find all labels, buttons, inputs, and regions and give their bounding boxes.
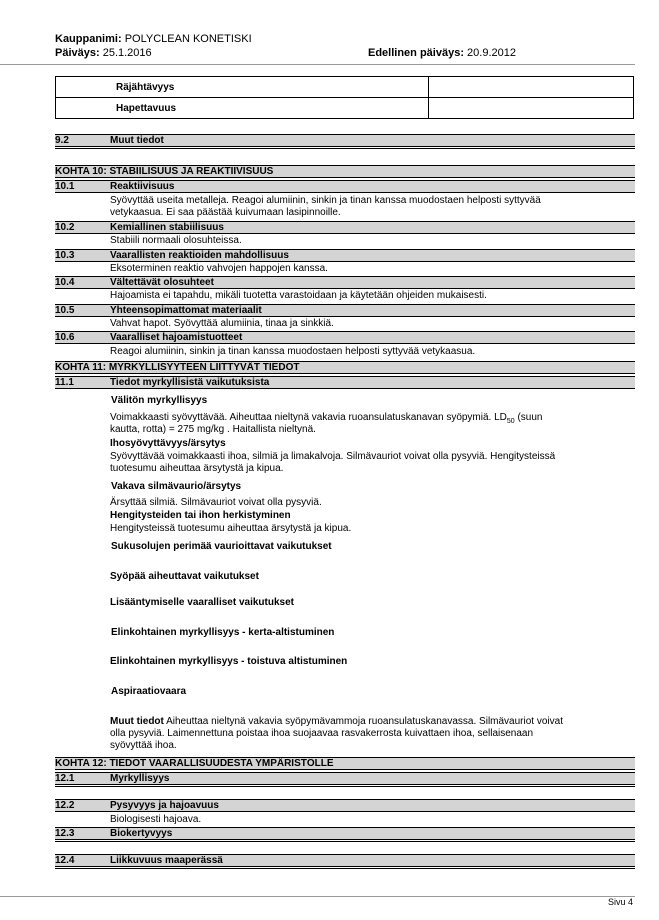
acute-toxicity-title: Välitön myrkyllisyys	[111, 395, 208, 406]
subsection-number: 12.3	[55, 828, 75, 839]
text-line: olla pysyviä. Laimennettuna poistaa ihoa suojaavaa rasvakerrosta kuivattaen ihoa, sellaisenaan	[110, 728, 534, 739]
text-line: Vahvat hapot. Syövyttää alumiinia, tinaa ja sinkkiä.	[110, 318, 334, 329]
subsection-number: 10.3	[55, 250, 75, 261]
date-line	[55, 47, 152, 59]
eye-damage-title: Vakava silmävaurio/ärsytys	[111, 481, 242, 492]
properties-table	[55, 76, 634, 119]
subsection-title: Vaaralliset hajoamistuotteet	[110, 332, 243, 343]
subsection-12-4	[55, 854, 635, 867]
header-divider	[0, 64, 635, 65]
subsection-number: 11.1	[55, 377, 74, 388]
other-info-title: Muut tiedot	[110, 716, 164, 727]
subsection-10-3	[55, 249, 635, 262]
sensitisation-title: Hengitysteiden tai ihon herkistyminen	[110, 510, 291, 521]
text-line: Syövyttävää voimakkaasti ihoa, silmiä ja limakalvoja. Silmävauriot voivat olla pysyviä. Hengitysteissä	[110, 451, 556, 462]
product-name-value: POLYCLEAN KONETISKI	[124, 33, 252, 45]
divider	[55, 868, 635, 869]
subsection-number: 12.1	[55, 773, 75, 784]
subsection-title: Muut tiedot	[110, 135, 164, 146]
subsection-11-1	[55, 376, 635, 389]
subsection-number: 10.6	[55, 332, 75, 343]
subsection-number: 9.2	[55, 135, 69, 146]
divider	[55, 786, 635, 787]
skin-corrosion-title: Ihosyövyttävyys/ärsytys	[110, 438, 226, 449]
divider	[55, 841, 635, 842]
subsection-title: Reaktiivisuus	[110, 181, 175, 192]
aspiration-title: Aspiraatiovaara	[111, 686, 187, 697]
carcinogenicity-title: Syöpää aiheuttavat vaikutukset	[110, 571, 259, 582]
subsection-10-2	[55, 221, 635, 234]
text-line: Hajoamista ei tapahdu, mikäli tuotetta varastoidaan ja käytetään ohjeiden mukaisesti.	[110, 290, 487, 301]
acute-text-b: (suun	[514, 412, 543, 423]
subsection-title: Vältettävät olosuhteet	[110, 277, 214, 288]
product-name-line	[55, 33, 252, 45]
previous-date-line	[368, 47, 516, 59]
date-value: 25.1.2016	[102, 47, 152, 59]
subsection-10-6	[55, 331, 635, 344]
reproductive-toxicity-title: Lisääntymiselle vaaralliset vaikutukset	[110, 597, 294, 608]
text-line: syövyttää ihoa.	[110, 740, 177, 751]
subsection-title: Yhteensopimattomat materiaalit	[110, 305, 262, 316]
table-row	[56, 77, 634, 98]
subsection-title: Vaarallisten reaktioiden mahdollisuus	[110, 250, 289, 261]
section-12-heading: KOHTA 12: TIEDOT VAARALLISUUDESTA YMPÄRISTÖLLE	[55, 757, 635, 770]
subsection-title: Biokertyvyys	[110, 828, 173, 839]
text-line: Reagoi alumiinin, sinkin ja tinan kanssa muodostaen helposti syttyvää vetykaasua.	[110, 346, 476, 357]
stot-repeat-title: Elinkohtainen myrkyllisyys - toistuva altistuminen	[110, 656, 348, 667]
subsection-number: 10.4	[55, 277, 75, 288]
other-info-line	[110, 716, 630, 728]
stot-single-title: Elinkohtainen myrkyllisyys - kerta-altistuminen	[111, 627, 335, 638]
subsection-12-3	[55, 827, 635, 840]
footer-divider	[0, 896, 635, 897]
table-cell-value	[429, 77, 634, 98]
subsection-title: Kemiallinen stabiilisuus	[110, 222, 224, 233]
text-line: Eksoterminen reaktio vahvojen happojen kanssa.	[110, 263, 328, 274]
previous-date-value: 20.9.2012	[467, 47, 516, 59]
other-info-text: Aiheuttaa nieltynä vakavia syöpymävammoja ruoansulatuskanavassa. Silmävauriot voivat	[163, 716, 563, 727]
subsection-12-1	[55, 772, 635, 785]
text-line: Biologisesti hajoava.	[110, 814, 202, 825]
text-line: Hengitysteissä tuotesumu aiheuttaa ärsytystä ja kipua.	[110, 523, 352, 534]
table-cell-value	[429, 98, 634, 119]
text-line: Stabiili normaali olosuhteissa.	[110, 235, 242, 246]
page-number: Sivu 4	[607, 897, 633, 907]
text-line: tuotesumu aiheuttaa ärsytystä ja kipua.	[110, 463, 284, 474]
section-11-heading: KOHTA 11: MYRKYLLISYYTEEN LIITTYVÄT TIEDOT	[55, 361, 635, 374]
subsection-title: Pysyvyys ja hajoavuus	[110, 800, 219, 811]
subsection-10-4	[55, 276, 635, 289]
table-cell-label: Hapettavuus	[56, 98, 429, 119]
acute-text-a: Voimakkaasti syövyttävää. Aiheuttaa nieltynä vakavia ruoansulatuskanavan syöpymiä. LD	[110, 412, 507, 423]
text-line: Ärsyttää silmiä. Silmävauriot voivat olla pysyviä.	[110, 497, 322, 508]
text-line: Syövyttää useita metalleja. Reagoi alumiinin, sinkin ja tinan kanssa muodostaen helposti syttyvää	[110, 195, 541, 206]
subsection-10-5	[55, 304, 635, 317]
subsection-number: 10.2	[55, 222, 75, 233]
subsection-title: Liikkuvuus maaperässä	[110, 855, 223, 866]
subsection-9-2	[55, 134, 635, 147]
text-line: vetykaasua. Ei saa päästää kuivumaan lasipinnoille.	[110, 207, 341, 218]
acute-subscript: 50	[506, 418, 515, 425]
subsection-number: 12.2	[55, 800, 75, 811]
table-row	[56, 98, 634, 119]
previous-date-label: Edellinen päiväys:	[368, 47, 464, 59]
subsection-number: 10.1	[55, 181, 75, 192]
subsection-number: 12.4	[55, 855, 75, 866]
subsection-title: Tiedot myrkyllisistä vaikutuksista	[110, 377, 270, 388]
date-label: Päiväys:	[55, 47, 100, 59]
subsection-number: 10.5	[55, 305, 75, 316]
subsection-12-2	[55, 799, 635, 812]
text-line: kautta, rotta) = 275 mg/kg . Haitallista nieltynä.	[110, 424, 316, 435]
section-10-heading: KOHTA 10: STABIILISUUS JA REAKTIIVISUUS	[55, 165, 635, 178]
divider	[55, 148, 635, 149]
mutagenicity-title: Sukusolujen perimää vaurioittavat vaikutukset	[111, 541, 332, 552]
product-name-label: Kauppanimi:	[55, 33, 122, 45]
subsection-title: Myrkyllisyys	[110, 773, 170, 784]
subsection-10-1	[55, 180, 635, 193]
table-cell-label: Räjähtävyys	[56, 77, 429, 98]
